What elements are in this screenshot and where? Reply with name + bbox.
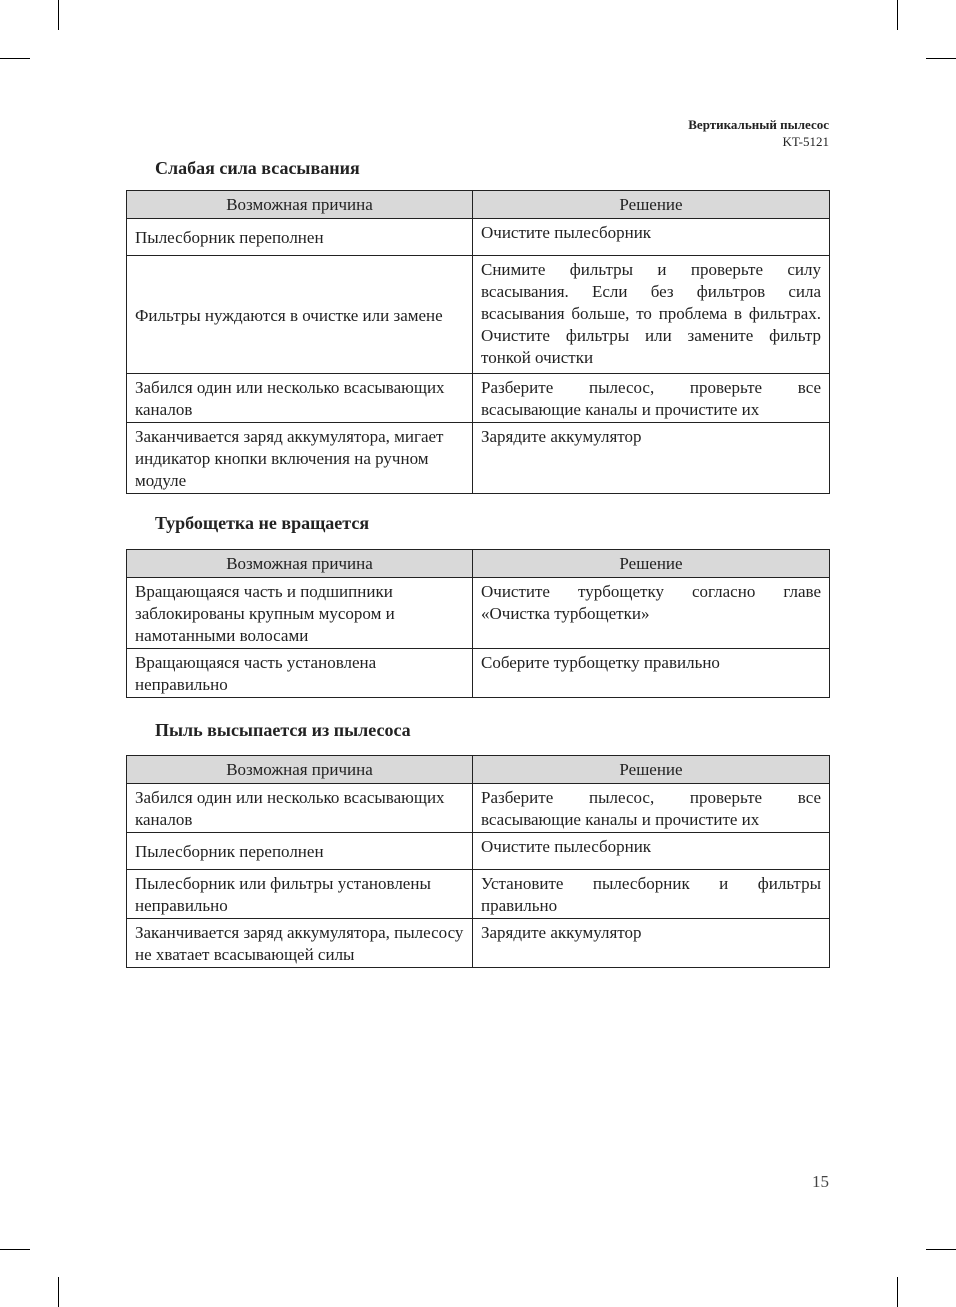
running-header xyxy=(688,116,829,150)
table-row xyxy=(127,833,830,870)
column-header-cause: Возможная причина xyxy=(127,191,473,219)
column-header-solution: Решение xyxy=(473,550,830,578)
solution-cell: Зарядите аккумулятор xyxy=(473,423,830,494)
column-header-cause: Возможная причина xyxy=(127,756,473,784)
table-row xyxy=(127,919,830,968)
crop-mark xyxy=(926,58,956,59)
section-title-weak-suction: Слабая сила всасывания xyxy=(155,158,360,178)
crop-mark xyxy=(0,58,30,59)
crop-mark xyxy=(897,0,898,30)
table-row xyxy=(127,870,830,919)
page-number: 15 xyxy=(812,1172,829,1191)
table-row xyxy=(127,423,830,494)
cause-cell: Фильтры нуждаются в очистке или замене xyxy=(127,256,473,374)
cause-cell: Забился один или несколько всасывающих каналов xyxy=(127,374,473,423)
cause-cell: Заканчивается заряд аккумулятора, мигает индикатор кнопки включения на ручном модуле xyxy=(127,423,473,494)
solution-cell: Снимите фильтры и проверьте силу всасывания. Если без фильтров сила всасывания больше, то проблема в фильтрах. Очистите фильтры или замените фильтр тонкой очистки xyxy=(473,256,830,374)
column-header-cause: Возможная причина xyxy=(127,550,473,578)
solution-cell: Разберите пылесос, проверьте все всасывающие каналы и прочистите их xyxy=(473,374,830,423)
crop-mark xyxy=(897,1277,898,1307)
cause-cell: Вращающаяся часть и подшипники заблокированы крупным мусором и намотанными волосами xyxy=(127,578,473,649)
solution-cell: Соберите турбощетку правильно xyxy=(473,649,830,698)
table-row xyxy=(127,784,830,833)
crop-mark xyxy=(58,1277,59,1307)
table-header-row xyxy=(127,550,830,578)
solution-cell: Очистите пылесборник xyxy=(473,833,830,870)
table-row xyxy=(127,256,830,374)
table-row xyxy=(127,649,830,698)
crop-mark xyxy=(58,0,59,30)
table-row xyxy=(127,219,830,256)
cause-cell: Заканчивается заряд аккумулятора, пылесосу не хватает всасывающей силы xyxy=(127,919,473,968)
troubleshooting-table-dust-leaks xyxy=(126,755,830,968)
solution-cell: Установите пылесборник и фильтры правильно xyxy=(473,870,830,919)
troubleshooting-table-weak-suction xyxy=(126,190,830,494)
column-header-solution: Решение xyxy=(473,191,830,219)
table-row xyxy=(127,374,830,423)
crop-mark xyxy=(0,1249,30,1250)
header-title: Вертикальный пылесос xyxy=(688,117,829,132)
cause-cell: Вращающаяся часть установлена неправильно xyxy=(127,649,473,698)
cause-cell: Забился один или несколько всасывающих каналов xyxy=(127,784,473,833)
column-header-solution: Решение xyxy=(473,756,830,784)
table-header-row xyxy=(127,191,830,219)
crop-mark xyxy=(926,1249,956,1250)
cause-cell: Пылесборник или фильтры установлены неправильно xyxy=(127,870,473,919)
section-title-dust-leaks: Пыль высыпается из пылесоса xyxy=(155,720,411,740)
solution-cell: Очистите пылесборник xyxy=(473,219,830,256)
cause-cell: Пылесборник переполнен xyxy=(127,833,473,870)
section-title-turbobrush: Турбощетка не вращается xyxy=(155,513,370,533)
solution-cell: Зарядите аккумулятор xyxy=(473,919,830,968)
table-header-row xyxy=(127,756,830,784)
table-row xyxy=(127,578,830,649)
cause-cell: Пылесборник переполнен xyxy=(127,219,473,256)
header-model: KT-5121 xyxy=(782,134,829,149)
solution-cell: Очистите турбощетку согласно главе «Очистка турбощетки» xyxy=(473,578,830,649)
troubleshooting-table-turbobrush xyxy=(126,549,830,698)
solution-cell: Разберите пылесос, проверьте все всасывающие каналы и прочистите их xyxy=(473,784,830,833)
